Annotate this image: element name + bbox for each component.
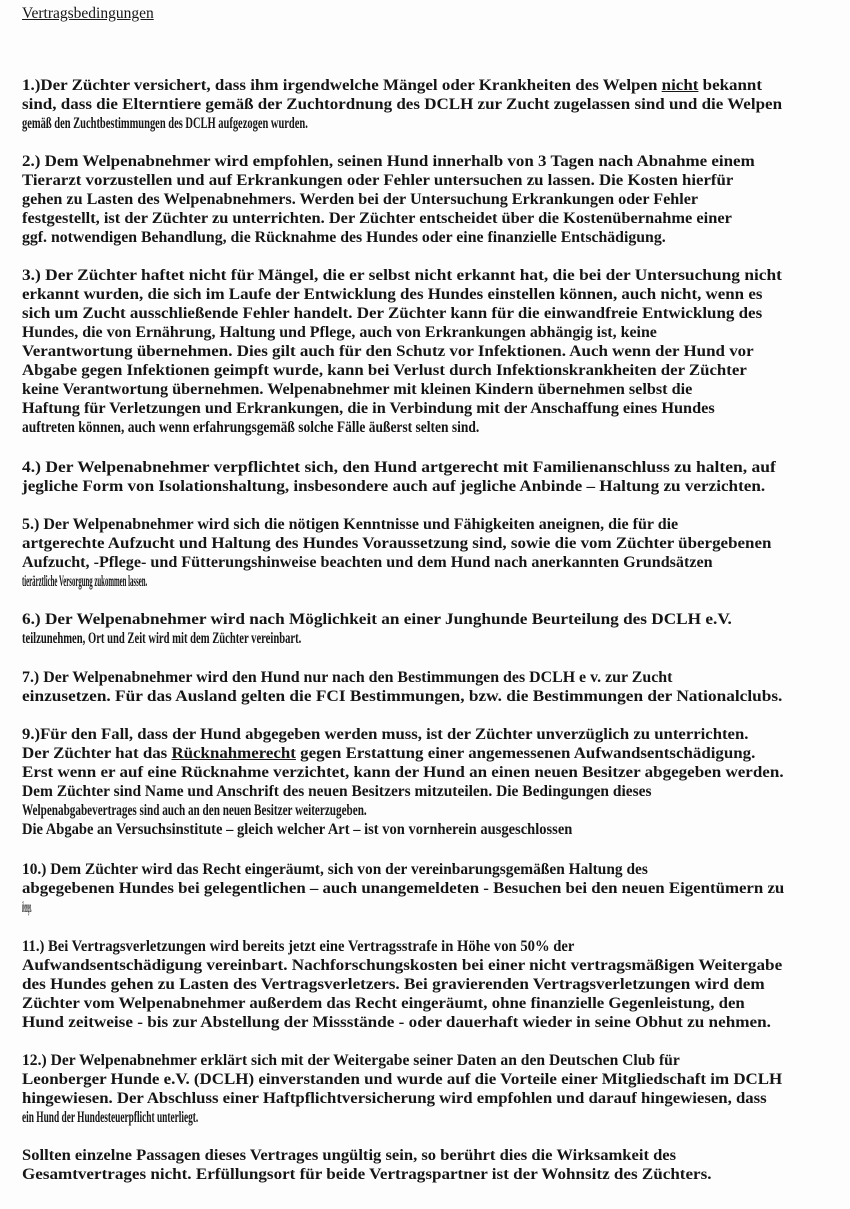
text-segment: auftreten können, auch wenn erfahrungsgemäß solche Fälle äußerst selten sind. [22, 419, 480, 436]
clause-line [22, 1108, 442, 1127]
clause-final [22, 1146, 712, 1184]
text-segment: Haftung für Verletzungen und Erkrankungen, die in Verbindung mit der Anschaffung eines Hundes [22, 400, 715, 417]
text-segment: Welpenabgabevertrages sind auch an den neuen Besitzer weiterzugeben. [22, 802, 367, 819]
clause-7 [22, 668, 783, 706]
clause-10 [22, 860, 785, 917]
text-segment: 11.) Bei Vertragsverletzungen wird bereits jetzt eine Vertragsstrafe in Höhe von 50% der [22, 938, 575, 955]
underlined-text: nicht [661, 77, 699, 94]
clause-line [22, 975, 782, 994]
clause-line [22, 1013, 782, 1032]
text-segment: überzeugen. [22, 899, 32, 916]
clause-line [22, 572, 322, 591]
clause-line [22, 171, 750, 190]
text-segment: Tierarzt vorzustellen und auf Erkrankungen oder Fehler untersuchen zu lassen. Die Kosten hierfür [22, 172, 734, 189]
clause-line [22, 228, 707, 247]
clause-line [22, 323, 719, 342]
text-segment: sich um Zucht ausschließende Fehler handelt. Der Züchter kann für die einwandfreie Entwicklung des [22, 305, 763, 322]
text-segment: tierärztliche Versorgung zukommen lassen. [22, 573, 148, 590]
text-segment: Abgabe gegen Infektionen geimpft wurde, kann bei Verlust durch Infektionskrankheiten der Züchter [22, 362, 747, 379]
text-segment: Aufwandsentschädigung vereinbart. Nachforschungskosten bei einer nicht vertragsmäßigen Weitergabe [22, 957, 783, 974]
text-segment: 4.) Der Welpenabnehmer verpflichtet sich, den Hund artgerecht mit Familienanschluss zu halten, auf [22, 459, 776, 476]
clause-line [22, 879, 784, 898]
clause-line [22, 152, 757, 171]
text-segment: Hund zeitweise - bis zur Abstellung der Missstände - oder dauerhaft wieder in seine Obhut zu nehmen. [22, 1014, 771, 1031]
clause-line [22, 477, 765, 496]
clause-line [22, 610, 732, 629]
clause-line [22, 399, 734, 418]
clause-5 [22, 515, 772, 591]
text-segment: Die Abgabe an Versuchsinstitute – gleich welcher Art – ist von vornherein ausgeschlossen [22, 821, 573, 838]
text-segment: bekannt [698, 77, 763, 94]
text-segment: 10.) Dem Züchter wird das Recht eingeräumt, sich von der vereinbarungsgemäßen Haltung des [22, 861, 648, 878]
text-segment: 3.) Der Züchter haftet nicht für Mängel, die er selbst nicht erkannt hat, die bei der Untersuchung nicht [22, 267, 782, 284]
clause-line [22, 1051, 722, 1070]
clause-12 [22, 1051, 783, 1127]
text-segment: jegliche Form von Isolationshaltung, insbesondere auch auf jegliche Anbinde – Haltung zu verzichten. [22, 478, 766, 495]
text-segment: Sollten einzelne Passagen dieses Vertrages ungültig sein, so berührt dies die Wirksamkeit des [22, 1147, 677, 1164]
text-segment: 9.)Für den Fall, dass der Hund abgegeben werden muss, ist der Züchter unverzüglich zu unterrichten. [22, 726, 749, 743]
clause-line [22, 744, 778, 763]
text-segment: Gesamtvertrages nicht. Erfüllungsort für beide Vertragspartner ist der Wohnsitz des Züchters. [22, 1166, 712, 1183]
text-segment: 5.) Der Welpenabnehmer wird sich die nötigen Kenntnisse und Fähigkeiten aneignen, die für die [22, 516, 679, 533]
clause-line [22, 860, 720, 879]
clause-9 [22, 725, 784, 839]
text-segment: Leonberger Hunde e.V. (DCLH) einverstanden und wurde auf die Vorteile einer Mitgliedschaft im DCLH [22, 1071, 783, 1088]
text-segment: Verantwortung übernehmen. Dies gilt auch für den Schutz vor Infektionen. Auch wenn der Hund vor [22, 343, 754, 360]
clause-line [22, 304, 764, 323]
clause-line [22, 76, 780, 95]
clause-line [22, 190, 722, 209]
text-segment: Der Züchter hat das [22, 745, 172, 762]
text-segment: Hundes, die von Ernährung, Haltung und Pflege, auch von Erkrankungen abhängig ist, keine [22, 324, 657, 341]
clause-line [22, 725, 770, 744]
text-segment: artgerechte Aufzucht und Haltung des Hundes Voraussetzung sind, sowie die vom Züchter übergebenen [22, 535, 772, 552]
clause-1 [22, 76, 783, 133]
clause-line [22, 1070, 782, 1089]
clause-line [22, 553, 734, 572]
clause-line [22, 898, 104, 917]
clause-line [22, 285, 762, 304]
clause-line [22, 668, 722, 687]
clause-line [22, 515, 730, 534]
text-segment: einzusetzen. Für das Ausland gelten die FCI Bestimmungen, bzw. die Bestimmungen der Nationalclubs. [22, 688, 783, 705]
clause-line [22, 956, 782, 975]
clause-line [22, 1146, 692, 1165]
text-segment: sind, dass die Elterntiere gemäß der Zuchtordnung des DCLH zur Zucht zugelassen sind und die Welpen [22, 96, 783, 113]
clause-line [22, 820, 672, 839]
clause-line [22, 209, 732, 228]
clause-line [22, 801, 522, 820]
text-segment: teilzunehmen, Ort und Zeit wird mit dem Züchter vereinbart. [22, 630, 302, 647]
text-segment: gegen Erstattung einer angemessenen Aufwandsentschädigung. [295, 745, 756, 762]
clause-3 [22, 266, 782, 437]
text-segment: 2.) Dem Welpenabnehmer wird empfohlen, seinen Hund innerhalb von 3 Tagen nach Abnahme einem [22, 153, 755, 170]
clause-line [22, 95, 782, 114]
clause-line [22, 937, 670, 956]
text-segment: abgegebenen Hundes bei gelegentlichen – auch unangemeldeten - Besuchen bei den neuen Eigentümern zu [22, 880, 785, 897]
clause-line [22, 782, 714, 801]
text-segment: 12.) Der Welpenabnehmer erklärt sich mit der Weitergabe seiner Daten an den Deutschen Club für [22, 1052, 680, 1069]
clause-4 [22, 458, 776, 496]
clause-line [22, 266, 782, 285]
clause-line [22, 342, 764, 361]
text-segment: hingewiesen. Der Abschluss einer Haftpflichtversicherung wird empfohlen und darauf hingewiesen, dass [22, 1090, 767, 1107]
text-segment: Erst wenn er auf eine Rücknahme verzichtet, kann der Hund an einen neuen Besitzer abgegeben werden. [22, 764, 784, 781]
text-segment: keine Verantwortung übernehmen. Welpenabnehmer mit kleinen Kindern übernehmen selbst die [22, 381, 693, 398]
clause-11 [22, 937, 783, 1032]
text-segment: Züchter vom Welpenabnehmer außerdem das Recht eingeräumt, ohne finanzielle Gegenleistung, den [22, 995, 745, 1012]
text-segment: 7.) Der Welpenabnehmer wird den Hund nur nach den Bestimmungen des DCLH e v. zur Zucht [22, 669, 673, 686]
document-title: Vertragsbedingungen [22, 5, 154, 22]
underlined-text: Rücknahmerecht [171, 745, 296, 762]
text-segment: ggf. notwendigen Behandlung, die Rücknahme des Hundes oder eine finanzielle Entschädigung. [22, 229, 666, 246]
clause-line [22, 418, 612, 437]
text-segment: ein Hund der Hundesteuerpflicht unterliegt. [22, 1109, 199, 1126]
text-segment: Dem Züchter sind Name und Anschrift des neuen Besitzers mitzuteilen. Die Bedingungen dieses [22, 783, 652, 800]
text-segment: 6.) Der Welpenabnehmer wird nach Möglichkeit an einer Junghunde Beurteilung des DCLH e.V. [22, 611, 732, 628]
clause-line [22, 458, 782, 477]
clause-line [22, 629, 459, 648]
clause-line [22, 114, 490, 133]
text-segment: erkannt wurden, die sich im Laufe der Entwicklung des Hundes einstellen können, auch nicht, wenn es [22, 286, 763, 303]
clause-line [22, 1165, 712, 1184]
clause-line [22, 687, 782, 706]
text-segment: gehen zu Lasten des Welpenabnehmers. Werden bei der Untersuchung Erkrankungen oder Fehler [22, 191, 699, 208]
clause-line [22, 1089, 774, 1108]
clause-2 [22, 152, 755, 247]
clause-line [22, 994, 767, 1013]
text-segment: des Hundes gehen zu Lasten des Vertragsverletzers. Bei gravierenden Vertragsverletzungen wird dem [22, 976, 765, 993]
text-segment: Aufzucht, -Pflege- und Fütterungshinweise beachten und dem Hund nach anerkannten Grundsätzen [22, 554, 713, 571]
text-segment: 1.)Der Züchter versichert, dass ihm irgendwelche Mängel oder Krankheiten des Welpen [22, 77, 662, 94]
clause-line [22, 534, 771, 553]
clause-line [22, 380, 730, 399]
clause-line [22, 763, 784, 782]
text-segment: gemäß den Zuchtbestimmungen des DCLH aufgezogen wurden. [22, 115, 308, 132]
text-segment: festgestellt, ist der Züchter zu unterrichten. Der Züchter entscheidet über die Kostenübernahme einer [22, 210, 732, 227]
clause-6 [22, 610, 732, 648]
clause-line [22, 361, 757, 380]
